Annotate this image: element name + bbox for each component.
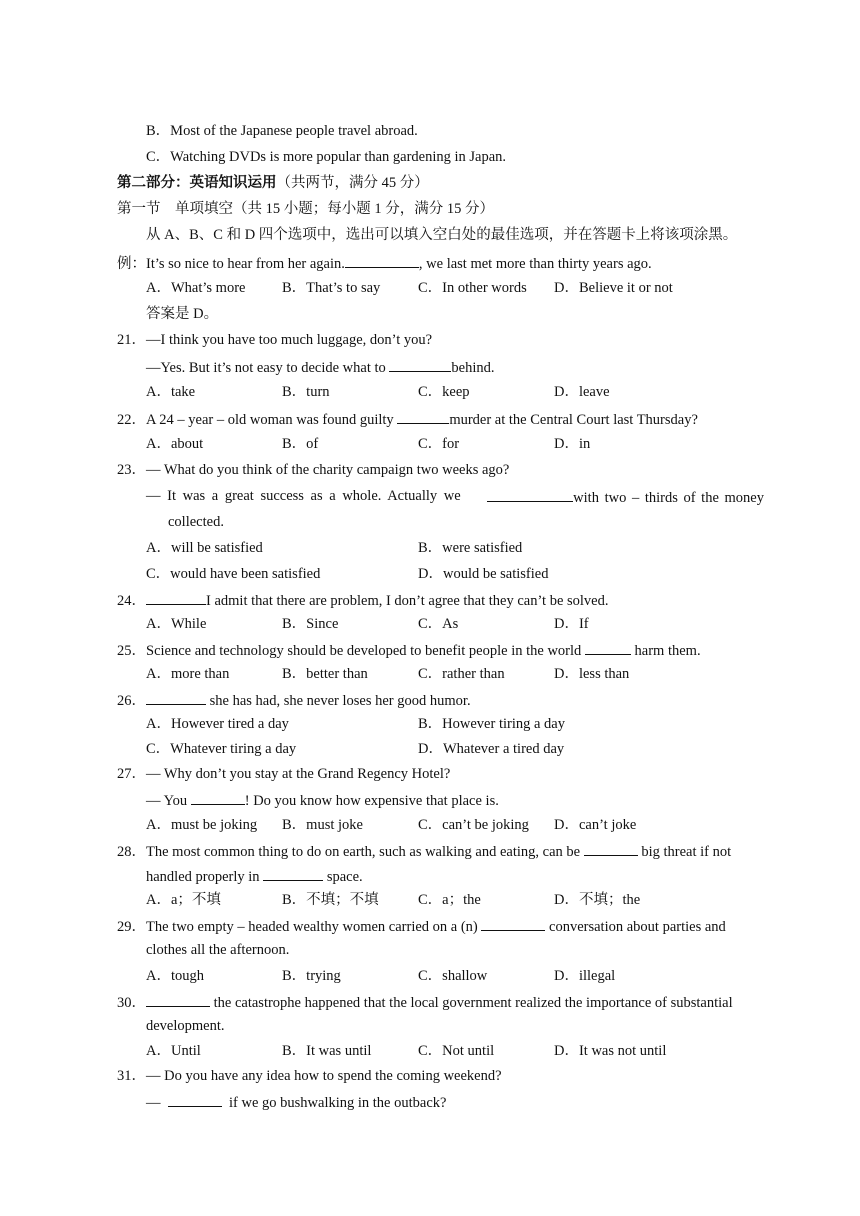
q21-option-a: A．take [146, 384, 196, 400]
q30-option-a: A．Until [146, 1043, 201, 1059]
answer-blank [389, 359, 451, 372]
question-25 [117, 642, 701, 659]
part2-title-note: （共两节，满分 45 分） [276, 175, 429, 191]
question-number: 27． [117, 766, 146, 782]
question-text: — Why don’t you stay at the Grand Regency Hotel? [146, 766, 451, 782]
question-text: Science and technology should be developed to benefit people in the world [146, 643, 585, 659]
q24-option-a: A．While [146, 616, 207, 632]
question-text: she has had, she never loses her good humor. [206, 693, 471, 709]
question-30 [117, 994, 733, 1011]
question-number: 22． [117, 412, 146, 428]
q24-option-c: C．As [418, 616, 459, 632]
q29-option-b: B．trying [282, 968, 341, 984]
answer-blank [481, 918, 545, 931]
example-option-c: C．In other words [418, 280, 527, 296]
question-text: conversation about parties and [545, 919, 726, 935]
question-31 [117, 1069, 502, 1084]
question-27 [117, 767, 450, 782]
q25-option-c: C．rather than [418, 666, 505, 682]
question-21-reply [146, 359, 495, 376]
example-option-a: A．What’s more [146, 280, 246, 296]
answer-blank [191, 792, 245, 805]
q28-option-d: D．不填；the [554, 892, 641, 908]
q22-option-b: B．of [282, 436, 319, 452]
question-number: 26． [117, 693, 146, 709]
answer-blank [146, 994, 210, 1007]
q29-option-c: C．shallow [418, 968, 488, 984]
q27-option-d: D．can’t joke [554, 817, 637, 833]
question-number: 31． [117, 1068, 146, 1084]
question-text: I admit that there are problem, I don’t agree that they can’t be solved. [206, 593, 609, 609]
q29-option-d: D．illegal [554, 968, 616, 984]
question-number: 23． [117, 462, 146, 478]
example-answer: 答案是 D。 [146, 306, 219, 322]
q25-option-a: A．more than [146, 666, 230, 682]
part2-title: 第二部分：英语知识运用 [117, 175, 277, 191]
question-23-reply [146, 489, 764, 506]
q23-option-c: C．would have been satisfied [146, 566, 321, 582]
question-text: The two empty – headed wealthy women carried on a (n) [146, 919, 482, 935]
q27-option-b: B．must joke [282, 817, 363, 833]
question-text: — What do you think of the charity campaign two weeks ago? [146, 462, 510, 478]
question-number: 29． [117, 919, 146, 935]
q24-option-b: B．Since [282, 616, 339, 632]
part2-heading [117, 176, 429, 191]
q25-option-d: D．less than [554, 666, 630, 682]
q27-option-a: A．must be joking [146, 817, 258, 833]
question-26 [117, 692, 471, 709]
question-text: space. [323, 869, 363, 885]
example-tail: , we last met more than thirty years ago. [418, 256, 652, 272]
q21-option-b: B．turn [282, 384, 330, 400]
q26-option-d: D．Whatever a tired day [418, 741, 565, 757]
prev-option-b: B．Most of the Japanese people travel abroad. [146, 123, 418, 139]
question-28 [117, 843, 731, 860]
q23-option-b: B．were satisfied [418, 540, 523, 556]
q28-option-b: B．不填；不填 [282, 892, 379, 908]
example-question [117, 255, 652, 272]
q23-option-a: A．will be satisfied [146, 540, 263, 556]
q30-option-b: B．It was until [282, 1043, 372, 1059]
q29-option-a: A．tough [146, 968, 204, 984]
question-23-reply-tail [487, 489, 764, 506]
question-number: 25． [117, 643, 146, 659]
q25-option-b: B．better than [282, 666, 368, 682]
q21-option-c: C．keep [418, 384, 470, 400]
question-21 [117, 333, 432, 348]
question-text: — You [146, 793, 191, 809]
answer-blank [397, 411, 449, 424]
q22-option-a: A．about [146, 436, 204, 452]
q30-option-c: C．Not until [418, 1043, 495, 1059]
example-lead: 例：It’s so nice to hear from her again. [117, 256, 345, 272]
q28-option-c: C．a；the [418, 892, 481, 908]
q21-option-d: D．leave [554, 384, 610, 400]
answer-blank [146, 592, 206, 605]
question-number: 30． [117, 995, 146, 1011]
question-number: 28． [117, 844, 146, 860]
answer-blank [585, 642, 631, 655]
question-23 [117, 463, 509, 478]
q24-option-d: D．If [554, 616, 589, 632]
question-29-continued: clothes all the afternoon. [146, 942, 290, 958]
answer-blank [168, 1094, 222, 1107]
question-number: 21． [117, 332, 146, 348]
answer-blank [487, 489, 573, 502]
question-text: — It was a great success as a whole. Actually we [146, 488, 461, 504]
q23-option-d: D．would be satisfied [418, 566, 549, 582]
question-text: —Yes. But it’s not easy to decide what to [146, 360, 390, 376]
question-22 [117, 411, 698, 428]
question-text: —I think you have too much luggage, don’t you? [146, 332, 433, 348]
question-text: The most common thing to do on earth, such as walking and eating, can be [146, 844, 584, 860]
question-text: the catastrophe happened that the local government realized the importance of substantial [210, 995, 733, 1011]
answer-blank [584, 843, 638, 856]
answer-blank [345, 255, 419, 268]
question-text: ! Do you know how expensive that place is. [244, 793, 499, 809]
section1-heading: 第一节 单项填空（共 15 小题；每小题 1 分，满分 15 分） [117, 201, 494, 217]
question-24 [117, 592, 609, 609]
q22-option-c: C．for [418, 436, 460, 452]
question-text: — [146, 1095, 168, 1111]
question-text: big threat if not [637, 844, 732, 860]
q26-option-c: C．Whatever tiring a day [146, 741, 297, 757]
question-27-reply [146, 792, 499, 809]
question-text: behind. [451, 360, 495, 376]
example-option-b: B．That’s to say [282, 280, 381, 296]
answer-blank [146, 692, 206, 705]
question-29 [117, 918, 726, 935]
question-28-continued [146, 868, 363, 885]
answer-blank [263, 868, 323, 881]
question-text: handled properly in [146, 869, 264, 885]
question-number: 24． [117, 593, 146, 609]
question-text: — Do you have any idea how to spend the coming weekend? [146, 1068, 502, 1084]
example-option-d: D．Believe it or not [554, 280, 673, 296]
question-text: A 24 – year – old woman was found guilty [146, 412, 398, 428]
question-text: murder at the Central Court last Thursday? [449, 412, 698, 428]
question-30-continued: development. [146, 1018, 225, 1034]
q27-option-c: C．can’t be joking [418, 817, 529, 833]
q30-option-d: D．It was not until [554, 1043, 667, 1059]
question-31-reply [146, 1094, 446, 1111]
question-23-continued: collected. [168, 514, 224, 530]
q26-option-a: A．However tired a day [146, 716, 289, 732]
q22-option-d: D．in [554, 436, 591, 452]
instruction-text: 从 A、B、C 和 D 四个选项中，选出可以填入空白处的最佳选项，并在答题卡上将该项涂黑。 [146, 227, 738, 243]
question-text: if we go bushwalking in the outback? [221, 1095, 447, 1111]
prev-option-c: C．Watching DVDs is more popular than gardening in Japan. [146, 149, 507, 165]
q28-option-a: A．a；不填 [146, 892, 221, 908]
question-text: harm them. [630, 643, 701, 659]
q26-option-b: B．However tiring a day [418, 716, 565, 732]
question-text: with two – thirds of the money [573, 490, 764, 506]
